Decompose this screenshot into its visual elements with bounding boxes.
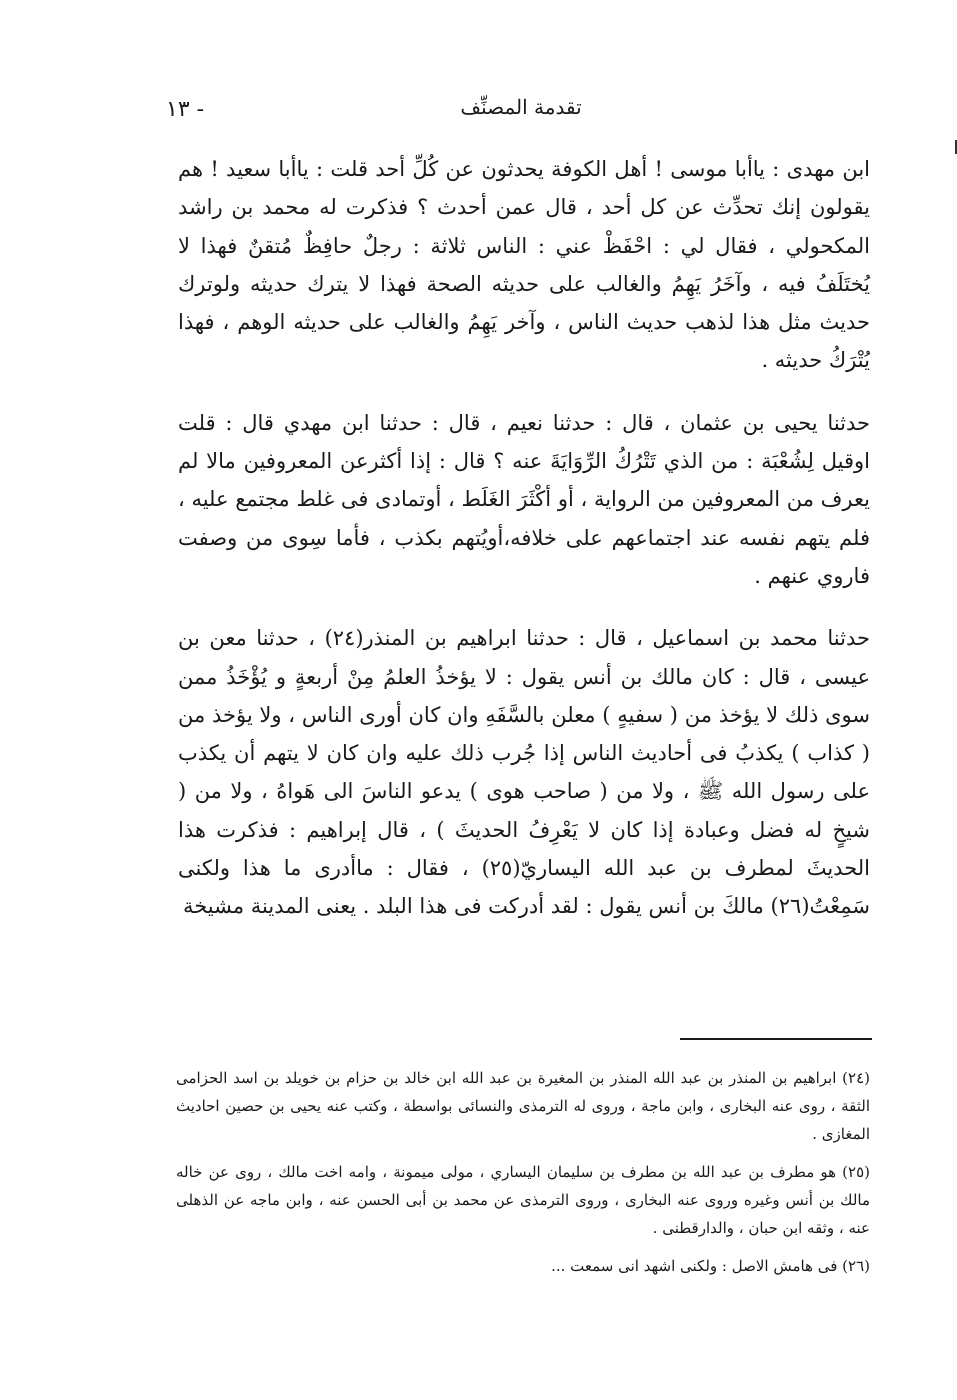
paragraph-2: حدثنا يحيى بن عثمان ، قال : حدثنا نعيم ، قال : حدثنا ابن مهدي قال : قلت اوقيل لِشُعْبَة : من الذي تَتْرُكُ الرِّوَايَةَ عنه ؟ قال : إذا أكثرعن المعروفين مالا لم يعرف من المعروفين من الرواية ، أو أكْثَرَ الغَلَط ، أوتمادى فى غلط مجتمع عليه ، فلم يتهم نفسه عند اجتماعهم على خلافه،أويُتهم بكذب ، فأما سِوى من وصفت فاروي عنهم . bbox=[178, 410, 870, 588]
page-number: - ١٣ bbox=[166, 97, 205, 122]
footnote-26: (٢٦) فى هامش الاصل : ولكنى اشهد انى سمعت ... bbox=[551, 1257, 870, 1275]
footnote-separator bbox=[680, 1038, 872, 1040]
footnotes bbox=[176, 1064, 870, 1290]
main-text bbox=[178, 150, 870, 950]
page-header bbox=[160, 95, 882, 135]
paragraph-1: ابن مهدى : ياأبا موسى ! أهل الكوفة يحدثون عن كُلِّ أحد قلت : ياأبا سعيد ! هم يقولون إنك تحدِّث عن كل أحد ، قال عمن أحدث ؟ فذكرت له محمد بن راشد المكحولي ، فقال لي : احْفَظْ عني : الناس ثلاثة : رجلٌ حافِظٌ مُتقنٌ فهذا لا يُختَلَفُ فيه ، وآخَرُ يَهِمُ والغالب على حديثه الصحة فهذا لا يترك حديثه ولوترك حديث مثل هذا لذهب حديث الناس ، وآخر يَهِمُ والغالب على حديثه الوهم ، فهذا يُتْرَكُ حديثه . bbox=[178, 157, 870, 373]
running-title: تقدمة المصنِّف bbox=[460, 95, 582, 119]
footnote-25: (٢٥) هو مطرف بن عبد الله بن مطرف بن سليمان اليساري ، مولى ميمونة ، وامه اخت مالك ، روى عن خاله مالك بن أنس وغيره وروى عنه البخارى ، وروى الترمذى عن محمد بن أبى الحسن عنه ، وابن ماجه عن الذهلى عنه ، وثقه ابن حبان ، والدارقطنى . bbox=[176, 1163, 870, 1237]
paragraph-3: حدثنا محمد بن اسماعيل ، قال : حدثنا ابراهيم بن المنذر(٢٤) ، حدثنا معن بن عيسى ، قال : كان مالك بن أنس يقول : لا يؤخذُ العلمُ مِنْ أربعةٍ و يُؤْخَذُ ممن سوى ذلك لا يؤخذ من ( سفيهٍ ) معلن بالسَّفَهِ وان كان أورى الناس ، ولا يؤخذ من ( كذاب ) يكذبُ فى أحاديث الناس إذا جُرب ذلك عليه وان كان لا يتهم أن يكذب على رسول الله ﷺ ، ولا من ( صاحب هوى ) يدعو الناسَ الى هَواهُ ، ولا من ( شيخٍ له فضل وعبادة إذا كان لا يَعْرِفُ الحديثَ ) ، قال إبراهيم : فذكرت هذا الحديثَ لمطرف بن عبد الله اليساريّ(٢٥) ، فقال : ماأدرى ما هذا ولكنى سَمِعْتُ(٢٦) مالكَ بن أنس يقول : لقد أدركت فى هذا البلد . يعنى المدينة مشيخة bbox=[178, 626, 870, 919]
footnote-24: (٢٤) ابراهيم بن المنذر بن عبد الله المنذر بن المغيرة بن عبد الله ابن خالد بن حزام بن خويلد بن اسد الحزامى الثقة ، روى عنه البخارى ، وابن ماجة ، وروى له الترمذى والنسائى بواسطة ، وكتب عنه يحيى بن حصين احاديث المغازى . bbox=[176, 1069, 870, 1143]
